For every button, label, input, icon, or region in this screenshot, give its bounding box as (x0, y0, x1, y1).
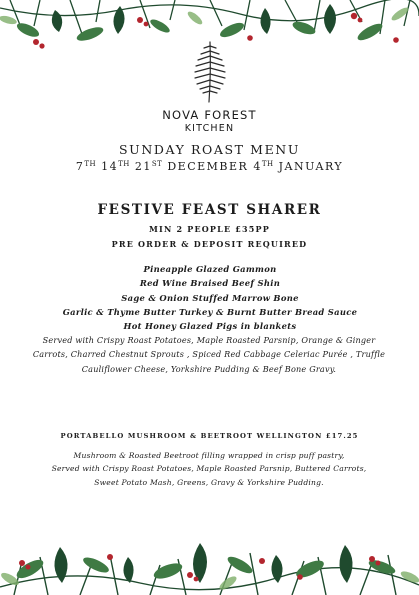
date-1: 7TH (75, 160, 97, 173)
wellington-filling: Mushroom & Roasted Beetroot filling wrapped in crisp puff pastry, (73, 451, 345, 460)
brand-logo (0, 38, 419, 134)
feast-conditions (0, 222, 419, 252)
brand-name: NOVA FOREST (162, 108, 257, 122)
dish-item: Hot Honey Glazed Pigs in blankets (123, 321, 297, 332)
date-3: 21ST (134, 160, 163, 173)
fern-icon (190, 38, 230, 104)
date-4: 4TH (253, 160, 274, 173)
brand-subtitle: KITCHEN (184, 123, 235, 134)
feast-deposit-note: PRE ORDER & DEPOSIT REQUIRED (111, 239, 308, 249)
wellington-sides: Served with Crispy Roast Potatoes, Maple Roasted Parsnip, Buttered Carrots, Sweet Potato Mash, Greens, Gravy & Yorkshire Pudding. (51, 464, 367, 487)
month-december: DECEMBER (167, 160, 249, 173)
feast-dish-list (20, 262, 400, 333)
menu-dates (0, 160, 419, 173)
dish-item: Sage & Onion Stuffed Marrow Bone (121, 292, 299, 303)
dish-item: Red Wine Braised Beef Shin (139, 278, 281, 289)
month-january: JANUARY (278, 160, 344, 173)
bottom-holly-garland (0, 517, 419, 595)
date-2: 14TH (101, 160, 130, 173)
menu-title: SUNDAY ROAST MENU (119, 142, 300, 157)
wellington-description (44, 449, 374, 489)
feast-sides: Served with Crispy Roast Potatoes, Maple Roasted Parsnip, Orange & Ginger Carrots, Charred Chestnut Sprouts , Spiced Red Cabbage Celeriac Purée , Truffle Cauliflower Cheese, Yorkshire Pudding & Beef Bone Gravy. (32, 335, 386, 374)
feast-title: FESTIVE FEAST SHARER (97, 202, 322, 218)
wellington-title: PORTABELLO MUSHROOM & BEETROOT WELLINGTON £17.25 (60, 432, 359, 440)
feast-price: MIN 2 PEOPLE £35PP (149, 224, 270, 234)
dish-item: Garlic & Thyme Butter Turkey & Burnt Butter Bread Sauce (62, 306, 358, 317)
dish-item: Pineapple Glazed Gammon (143, 264, 277, 274)
